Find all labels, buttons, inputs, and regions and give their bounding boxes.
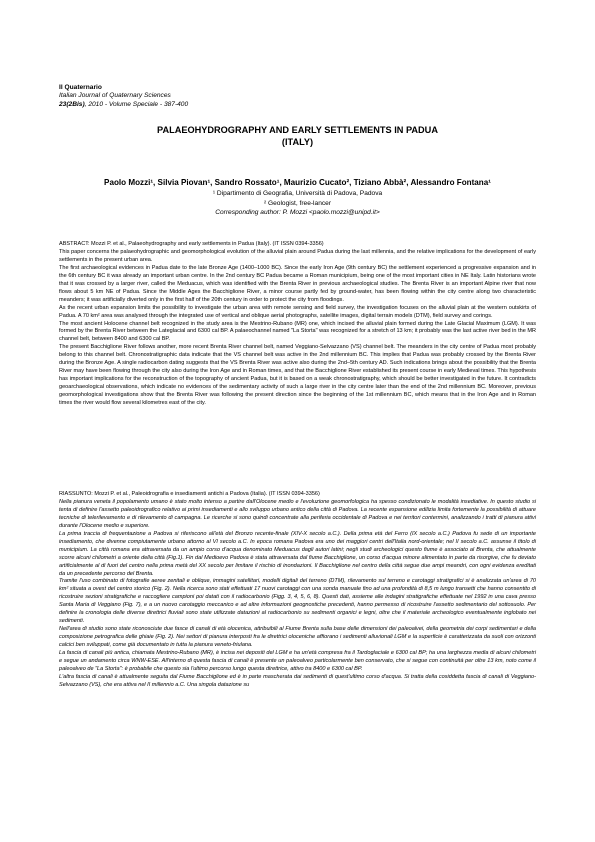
author-list: Paolo Mozzi¹, Silvia Piovan¹, Sandro Rossato¹, Maurizio Cucato², Tiziano Abbà², Alessandro Fontana¹ <box>104 178 491 187</box>
affiliation-2: ² Geologist, free-lancer <box>263 199 332 207</box>
riassunto-paragraph: Tramite l'uso combinato di fotografie aeree zenitali e oblique, immagini satellitari, modelli digitali del terreno (DTM), rilevamento sul terreno e carotaggi stratigrafici si è analizzata un'area di 70 km² situata a ovest del centro storico (Fig. 2). Nella ricerca sono stati effettuati 17 nuovi carotaggi con una sonda manuale fino ad una profondità di 8,5 m lungo transetti che hanno consentito di ricostruire sezioni stratigrafiche e raccogliere campioni poi datati con il radiocarbonio (Figg. 3, 4, 5, 6, 8). Questi dati, assieme alle indagini stratigrafiche effettuate nel 1992 in una cava presso Santa Maria di Veggiano (Fig. 7), e a un nuovo carotaggio meccanico e ad altre informazioni geognostiche precedenti, hanno permesso di ricostruire l'assetto sedimentario del sottosuolo. Per definire la cronologia delle diverse direttrici fluviali sono state utilizzate datazioni al radiocarbonio su sedimenti organici e legni, oltre che il materiale archeologico eventualmente inglobato nei sedimenti. <box>59 578 536 625</box>
paper-title-line1: PALAEOHYDROGRAPHY AND EARLY SETTLEMENTS IN PADUA <box>157 125 438 135</box>
riassunto-paragraph: Nella pianura veneta il popolamento umano è stato molto intenso a partire dall'Olocene medio e l'evoluzione geomorfologica ha spesso condizionato le modalità insediative. In questo studio si tenta di definire l'assetto paleoidrografico relativo ai primi insediamenti e allo sviluppo urbano antico della città di Padova. La recente espansione edilizia limita fortemente la possibilità di attuare tecniche di telerilevamento e di rilevamento di campagna. Le ricerche si sono quindi concentrate alla periferia occidentale di Padova e nei territori contermini, analizzando i tratti di pianura attivi durante l'Olocene medio e superiore. <box>59 498 536 529</box>
corresponding-author: Corresponding author: P. Mozzi <paolo.mozzi@unipd.it> <box>215 209 380 216</box>
journal-name: Il Quaternario <box>59 84 102 91</box>
paper-title <box>59 124 536 148</box>
abstract-heading: ABSTRACT: Mozzi P. et al., Palaeohydrography and early settlements in Padua (Italy). (IT ISSN 0394-3356) <box>59 241 324 247</box>
abstract-paragraph: As the recent urban expansion limits the possibility to investigate the urban area with remote sensing and field survey, the investigation focuses on the alluvial plain at the western outskirts of Padua. A 70 km² area was analysed through the integrated use of vertical and oblique aerial photographs, satellite images, digital terrain models (DTM), field survey and corings. <box>59 304 536 319</box>
journal-volume-line <box>59 101 359 109</box>
journal-volume: 23(2Bis) <box>59 100 85 108</box>
abstract-section <box>59 241 536 408</box>
riassunto-paragraph: Nell'area di studio sono state riconosciute due fasce di canali di età olocenica, attribuibili al Fiume Brenta sulla base delle dimensioni dei paleoalvei, della geometria dei corpi sedimentari e della composizione petrografica delle ghiaie (Fig. 2). Nei settori di pianura interposti fra le direttrici oloceniche affiorano i sedimenti alluvionali LGM e la superficie è caratterizzata da suoli con orizzonti calcici ben sviluppati, come già documentato in tutta la pianura veneto-friulana. <box>59 626 536 649</box>
paper-title-line2: (ITALY) <box>281 137 314 147</box>
riassunto-paragraph: La prima traccia di frequentazione a Padova si riferiscono all'età del Bronzo recente-finale (XIV-X secolo a.C.). Della prima età del Ferro (IX secolo a.C.) Padova fu sede di un importante insediamento, che divenne compiutamente urbano attorno al VI secolo a.C. In epoca romana Padova era uno dei maggiori centri dell'Italia nord-orientale; nel II secolo a.C. assunse il titolo di municipium. La città romana era attraversata da un ampio corso d'acqua denominato Meduacus dagli autori latini; negli studi archeologici questo fiume è associato al Brenta, che attualmente scorre alcuni chilometri a oriente della città (Fig.1). Fin dal Medioevo Padova è stata attraversata dal fiume Bacchiglione, un corso d'acqua minore alimentato in parte da risorgive, che fu deviato artificialmente al di fuori del centro nella prima metà del XX secolo per limitare il rischio di inondazioni. Il Bacchiglione nel centro della città segue due ampi meandri, con ogni evidenza ereditati da un precedente percorso del Brenta. <box>59 530 536 577</box>
journal-subtitle: Italian Journal of Quaternary Sciences <box>59 92 171 100</box>
abstract-paragraph: This paper concerns the palaeohydrographic and geomorphological evolution of the alluvial plain around Padua during the last millennia, and the relative implications for the development of early settlements in the present urban area. <box>59 248 536 263</box>
riassunto-paragraph: La fascia di canali più antica, chiamata Mestrino-Rubano (MR), è incisa nei depositi del LGM e ha un'età compresa fra il Tardoglaciale e 6300 cal BP; ha una larghezza media di alcuni chilometri e segue un andamento circa WNW-ESE. All'interno di questa fascia di canali è presente un paleoalveo particolarmente ben conservato, che si segue con continuità per oltre 13 km, noto come il paleoalveo de "La Storta": è probabile che questo sia l'ultimo percorso lungo questa direttrice, attivo tra 8400 e 6300 cal BP. <box>59 650 536 672</box>
abstract-paragraph: The most ancient Holocene channel belt recognized in the study area is the Mestrino-Rubano (MR) one, which incised the alluvial plain formed during the Late Glacial Maximum (LGM). It was formed by the Brenta River between the Lateglacial and 6300 cal BP. A palaeochannel named "La Storta" was recognized for a stretch of 13 km; it probably was the last active river bed in the MR channel belt, between 8400 and 6300 cal BP. <box>59 320 536 343</box>
affiliation-1: ¹ Dipartimento di Geografia, Università di Padova, Padova <box>212 190 383 197</box>
journal-details: , 2010 - Volume Speciale - 387-400 <box>84 100 189 108</box>
journal-header <box>59 84 359 109</box>
riassunto-paragraph: L'altra fascia di canali è attualmente seguita dal Fiume Bacchiglione ed è in parte mascherata dai sedimenti di quest'ultimo corso d'acqua. Si tratta della cosiddetta fascia di canali di Veggiano-Selvazzano (VS), che era attiva nel II millennio a.C. Una singola datazione su <box>59 673 536 688</box>
riassunto-section <box>59 491 536 690</box>
riassunto-heading: RIASSUNTO: Mozzi P. et al., Paleoidrografia e insediamenti antichi a Padova (Italia). (IT ISSN 0394-3356) <box>59 491 320 497</box>
affiliations <box>59 189 536 218</box>
abstract-paragraph: The present Bacchiglione River follows another, more recent Brenta River channel belt, named Veggiano-Selvazzano (VS) channel belt. The meanders in the city centre of Padua most probably belong to this channel belt. Chronostratigraphic data indicate that the VS channel belt was active in the 2nd millennium BC. This implies that Padua was probably crossed by the Brenta River during the Bronze Age. A single radiocarbon dating suggests that the VS Brenta River was active also during the 2nd–5th century AD. Such indications brings about the possibility that the Brenta River may have been flowing through the city also during the Iron Age and in Roman times, and that the Bacchiglione River established its present course in early Medieval times. This hypothesis has important implications for the reconstruction of the topography of ancient Padua, but it is based on a weak chronostratigraphy, which should be better investigated in the future. It contradicts geoarchaeological observations, which indicate no evidences of the sedimentary activity of such a large river in the city centre later than the end of the 2nd millennium BC. Moreover, previous geomorphological investigations show that the Brenta River was following the present direction since the beginning of the 1st millennium BC, which means that in the Iron Age and in Roman times the river would flow several kilometres east of the city. <box>59 344 536 407</box>
abstract-paragraph: The first archaeological evidences in Padua date to the late Bronze Age (1400–1000 BC). Since the early Iron Age (9th century BC) the settlement experienced a progressive expansion and in the 6th century BC it was already an important urban centre. In the 2nd century BC Padua became a Roman municipium, being one of the most important cities in NE Italy. Latin historians wrote that it was crossed by a larger river, called the Meduacus, which was identified with the Brenta River in previous archaeological studies. The Brenta River is an important Alpine river that now flows about 5 km NE of Padua. Since the Middle Ages the Bacchiglione River, a minor course partly fed by ground-water, has been flowing within the city centre along two characteristic meanders; it was artificially diverted only in the first half of the 20th century in order to protect the city from floodings. <box>59 264 536 303</box>
